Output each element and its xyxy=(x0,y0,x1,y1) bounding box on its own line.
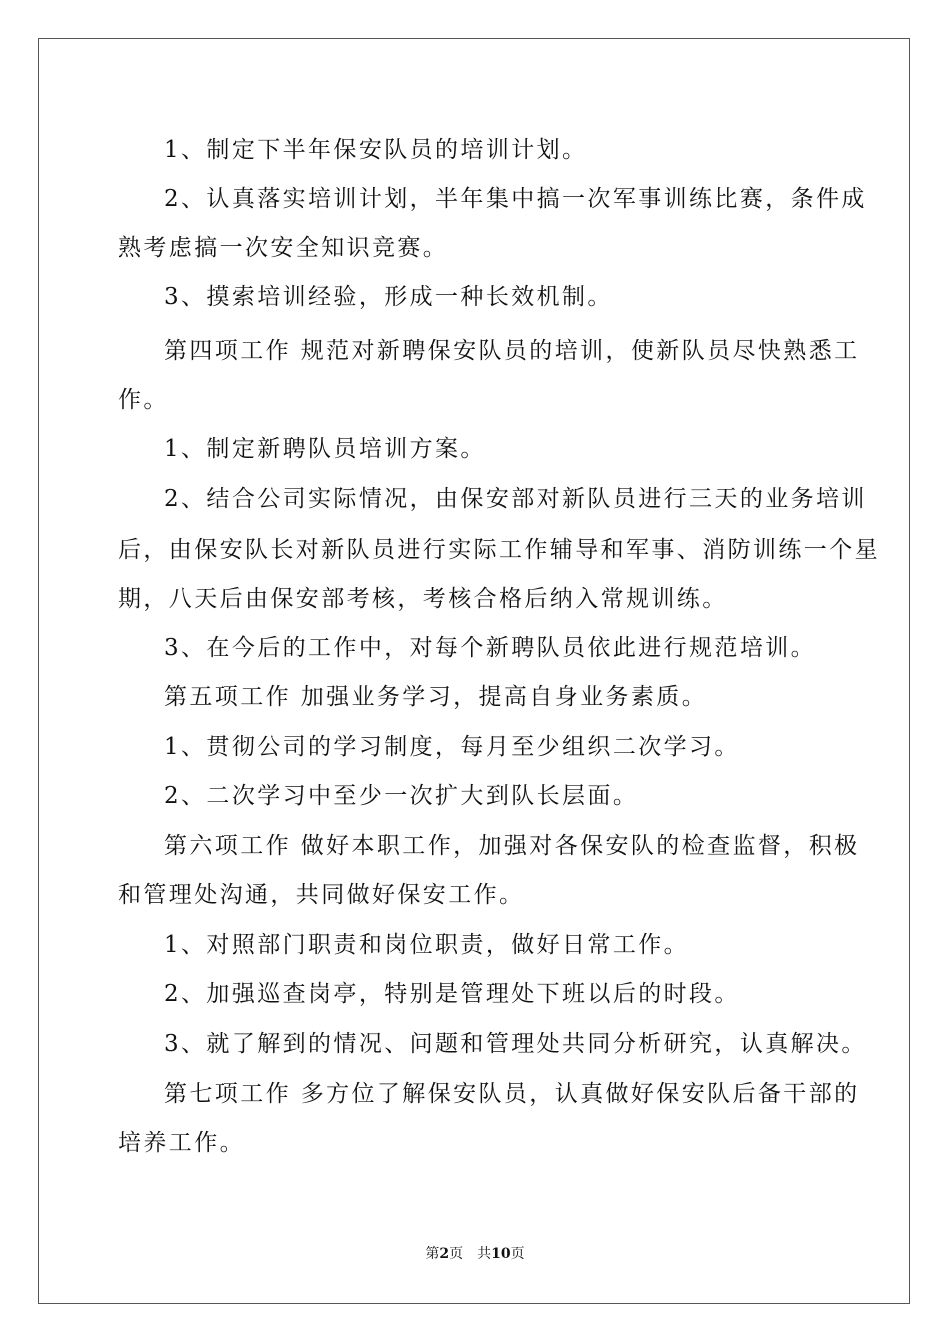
section-heading-line: 第四项工作 规范对新聘保安队员的培训，使新队员尽快熟悉工 xyxy=(164,338,860,364)
paragraph-line: 2、加强巡查岗亭，特别是管理处下班以后的时段。 xyxy=(164,981,740,1007)
paragraph-line: 培养工作。 xyxy=(118,1130,245,1156)
paragraph-line: 1、制定新聘队员培训方案。 xyxy=(164,436,486,462)
section-heading-line: 第五项工作 加强业务学习，提高自身业务素质。 xyxy=(164,684,708,710)
paragraph-line: 期，八天后由保安部考核，考核合格后纳入常规训练。 xyxy=(118,586,728,612)
page-border xyxy=(38,38,910,1304)
footer-prefix: 第 xyxy=(425,1246,440,1262)
section-heading-line: 第六项工作 做好本职工作，加强对各保安队的检查监督，积极 xyxy=(164,833,860,859)
footer-suffix: 页 xyxy=(510,1246,525,1262)
paragraph-line: 3、摸索培训经验，形成一种长效机制。 xyxy=(164,284,613,310)
footer-total-pages: 10 xyxy=(491,1246,511,1262)
paragraph-line: 1、制定下半年保安队员的培训计划。 xyxy=(164,137,588,163)
paragraph-line: 作。 xyxy=(118,387,169,413)
paragraph-line: 2、结合公司实际情况，由保安部对新队员进行三天的业务培训 xyxy=(164,486,867,512)
paragraph-line: 1、对照部门职责和岗位职责，做好日常工作。 xyxy=(164,932,690,958)
paragraph-line: 和管理处沟通，共同做好保安工作。 xyxy=(118,882,525,908)
paragraph-line: 1、贯彻公司的学习制度，每月至少组织二次学习。 xyxy=(164,734,740,760)
page-footer xyxy=(0,1243,950,1263)
paragraph-line: 熟考虑搞一次安全知识竞赛。 xyxy=(118,235,449,261)
paragraph-line: 3、在今后的工作中，对每个新聘队员依此进行规范培训。 xyxy=(164,635,817,661)
footer-middle: 页 共 xyxy=(449,1246,492,1262)
paragraph-line: 后，由保安队长对新队员进行实际工作辅导和军事、消防训练一个星 xyxy=(118,537,880,563)
paragraph-line: 2、二次学习中至少一次扩大到队长层面。 xyxy=(164,783,639,809)
footer-page-number: 2 xyxy=(439,1246,450,1262)
paragraph-line: 2、认真落实培训计划，半年集中搞一次军事训练比赛，条件成 xyxy=(164,186,867,212)
section-heading-line: 第七项工作 多方位了解保安队员，认真做好保安队后备干部的 xyxy=(164,1081,860,1107)
paragraph-line: 3、就了解到的情况、问题和管理处共同分析研究，认真解决。 xyxy=(164,1031,867,1057)
